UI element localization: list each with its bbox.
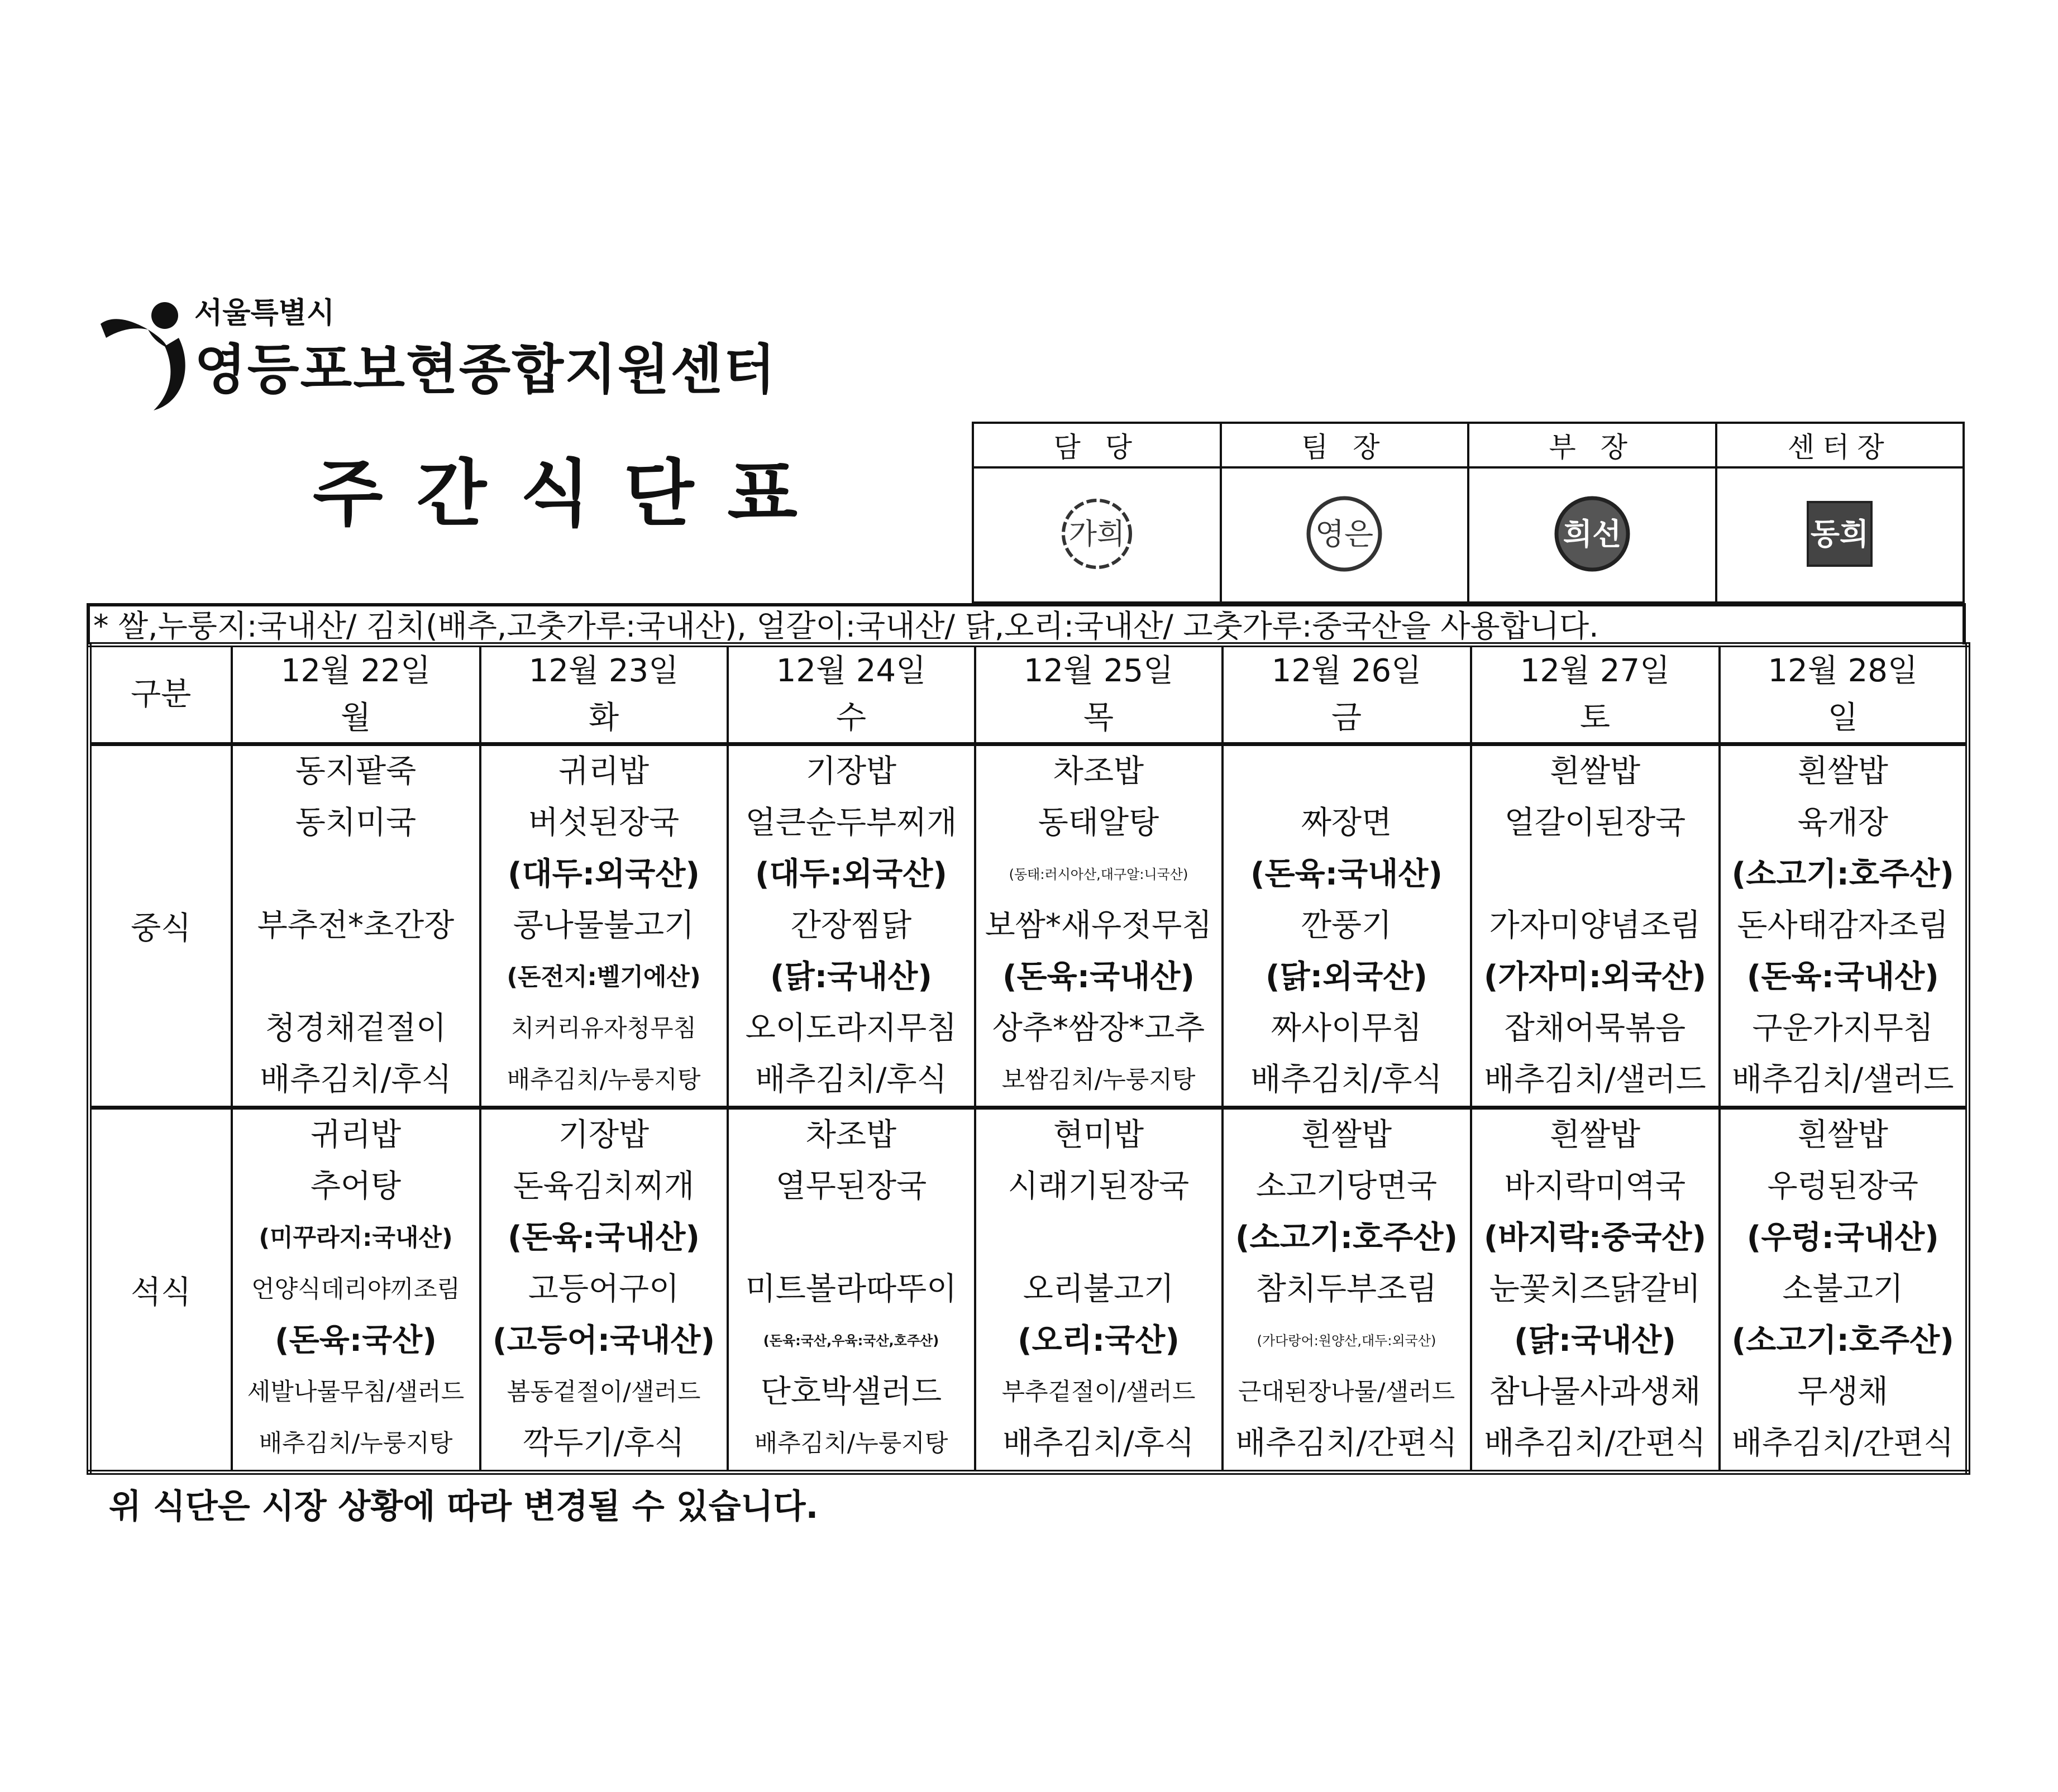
- menu-item: 미트볼라따뚜이: [745, 1271, 957, 1307]
- dinner-row: [89, 1108, 1968, 1473]
- day-header: [1223, 645, 1471, 744]
- footer-note: 위 식단은 시장 상황에 따라 변경될 수 있습니다.: [109, 1487, 819, 1526]
- origin-notice: * 쌀,누룽지:국내산/ 김치(배추,고춧가루:국내산), 얼갈이:국내산/ 닭,오리:국내산/ 고춧가루:중국산을 사용합니다.: [87, 603, 1966, 644]
- menu-item: [233, 849, 479, 900]
- menu-item: (바지락:중국산): [1483, 1220, 1707, 1256]
- menu-item: (가자미:외국산): [1483, 959, 1707, 995]
- menu-item: 배추김치/후식: [1002, 1425, 1195, 1461]
- lunch-menu-cell: [728, 744, 975, 1108]
- menu-item: 배추김치/간편식: [1731, 1425, 1954, 1461]
- menu-item: 배추김치/샐러드: [1484, 1062, 1706, 1098]
- lunch-row: [89, 744, 1968, 1108]
- day-weekday: 토: [1579, 700, 1611, 736]
- org-name: 영등포보현종합지원센터: [194, 338, 777, 401]
- menu-item: 눈꽃치즈닭갈비: [1489, 1271, 1701, 1307]
- dinner-menu-cell: [1223, 1108, 1471, 1473]
- weekly-menu-table: [87, 642, 1970, 1475]
- menu-item: (돈육:국내산): [507, 1220, 700, 1256]
- menu-item: 동치미국: [295, 805, 417, 841]
- seal-cell-staff: [973, 467, 1221, 603]
- menu-item: 소불고기: [1782, 1271, 1903, 1307]
- menu-item: 기장밥: [805, 753, 897, 790]
- menu-item: 귀리밥: [558, 753, 650, 790]
- seal-text-manager: 희선: [1563, 517, 1621, 552]
- dinner-label: 석식: [89, 1108, 232, 1473]
- menu-item: (돈육:국내산): [1746, 959, 1939, 995]
- lunch-label: 중식: [89, 744, 232, 1108]
- menu-item: 돈육김치찌개: [513, 1168, 695, 1205]
- seal-stamp-icon: [1302, 492, 1386, 576]
- day-weekday: 화: [588, 700, 619, 736]
- menu-item: 짜사이무침: [1271, 1010, 1422, 1046]
- lunch-menu-cell: [1471, 744, 1720, 1108]
- approval-role-team-lead: 팀 장: [1221, 423, 1469, 467]
- menu-item: 무생채: [1797, 1374, 1888, 1410]
- menu-item: 부추겉절이/샐러드: [1001, 1378, 1196, 1406]
- day-date: 12월 28일: [1768, 653, 1918, 689]
- menu-item: (소고기:호주산): [1235, 1220, 1458, 1256]
- menu-item: 부추전*초간장: [257, 907, 455, 944]
- menu-item: 콩나물불고기: [513, 907, 695, 944]
- menu-item: 오리불고기: [1023, 1271, 1174, 1307]
- menu-item: 상추*쌈장*고추: [992, 1010, 1205, 1046]
- menu-item: 동지팥죽: [295, 753, 417, 790]
- day-weekday: 금: [1331, 700, 1362, 736]
- day-header: [232, 645, 480, 744]
- lunch-menu-cell: [1720, 744, 1968, 1108]
- day-header: [728, 645, 975, 744]
- menu-item: 보쌈김치/누룽지탕: [1001, 1066, 1196, 1094]
- day-date: 12월 22일: [280, 653, 431, 689]
- menu-item: [729, 1212, 974, 1264]
- menu-item: (미꾸라지:국내산): [259, 1224, 453, 1252]
- day-weekday: 일: [1827, 700, 1858, 736]
- menu-item: 바지락미역국: [1504, 1168, 1686, 1205]
- menu-item: 근대된장나물/샐러드: [1238, 1378, 1455, 1406]
- menu-item: 치커리유자청무침: [510, 1015, 697, 1043]
- menu-item: 배추김치/누룽지탕: [259, 1430, 453, 1458]
- menu-item: (우렁:국내산): [1746, 1220, 1939, 1256]
- day-date: 12월 25일: [1023, 653, 1174, 689]
- menu-item: 배추김치/누룽지탕: [754, 1430, 948, 1458]
- menu-item: 참치두부조림: [1255, 1271, 1438, 1307]
- approval-role-staff: 담 당: [973, 423, 1221, 467]
- seal-cell-director: [1716, 467, 1964, 603]
- menu-item: 배추김치/간편식: [1235, 1425, 1458, 1461]
- menu-item: 동태알탕: [1038, 805, 1159, 841]
- dinner-menu-cell: [975, 1108, 1223, 1473]
- dinner-menu-cell: [1471, 1108, 1720, 1473]
- menu-item: (고등어:국내산): [492, 1322, 715, 1359]
- menu-item: (대두:외국산): [507, 856, 700, 892]
- dinner-menu-cell: [232, 1108, 480, 1473]
- day-weekday: 목: [1083, 700, 1114, 736]
- menu-item: 배추김치/샐러드: [1731, 1062, 1954, 1098]
- menu-item: [233, 952, 479, 1003]
- menu-item: (돈육:국산): [275, 1322, 437, 1359]
- day-date: 12월 23일: [528, 653, 679, 689]
- menu-item: 오이도라지무침: [745, 1010, 957, 1046]
- menu-item: [1224, 746, 1470, 797]
- menu-item: 귀리밥: [310, 1117, 402, 1153]
- seal-cell-manager: [1468, 467, 1716, 603]
- dinner-menu-cell: [728, 1108, 975, 1473]
- lunch-menu-cell: [1223, 744, 1471, 1108]
- date-header-row: [89, 645, 1968, 744]
- menu-item: 봄동겉절이/샐러드: [507, 1378, 701, 1406]
- menu-item: 짜장면: [1301, 805, 1392, 841]
- approval-role-manager: 부 장: [1468, 423, 1716, 467]
- menu-item: 흰쌀밥: [1797, 1117, 1888, 1153]
- menu-item: (돈육:국내산): [1002, 959, 1195, 995]
- lunch-menu-cell: [975, 744, 1223, 1108]
- menu-item: (돈전지:벨기에산): [507, 963, 701, 991]
- menu-item: 흰쌀밥: [1797, 753, 1888, 790]
- dinner-menu-cell: [1720, 1108, 1968, 1473]
- menu-item: (소고기:호주산): [1731, 1322, 1954, 1359]
- menu-item: 깍두기/후식: [523, 1425, 685, 1461]
- menu-item: 깐풍기: [1301, 907, 1392, 944]
- day-date: 12월 26일: [1271, 653, 1422, 689]
- menu-item: (닭:국내산): [770, 959, 932, 995]
- seal-text-team-lead: 영은: [1315, 517, 1374, 552]
- menu-item: 현미밥: [1053, 1117, 1144, 1153]
- day-header: [1471, 645, 1720, 744]
- lunch-menu-cell: [232, 744, 480, 1108]
- dinner-menu-cell: [480, 1108, 728, 1473]
- menu-item: 우렁된장국: [1767, 1168, 1918, 1205]
- menu-item: (소고기:호주산): [1731, 856, 1954, 892]
- menu-item: 돈사태감자조림: [1737, 907, 1949, 944]
- menu-item: 잡채어묵볶음: [1504, 1010, 1686, 1046]
- menu-item: 시래기된장국: [1007, 1168, 1190, 1205]
- menu-item: 구운가지무침: [1752, 1010, 1934, 1046]
- menu-item: 흰쌀밥: [1549, 753, 1641, 790]
- menu-item: 흰쌀밥: [1549, 1117, 1641, 1153]
- menu-item: 얼갈이된장국: [1504, 805, 1686, 841]
- menu-item: 고등어구이: [528, 1271, 680, 1307]
- menu-item: 기장밥: [558, 1117, 650, 1153]
- seal-text-staff: 가희: [1068, 518, 1125, 551]
- menu-item: 흰쌀밥: [1301, 1117, 1392, 1153]
- menu-item: (오리:국산): [1018, 1322, 1180, 1359]
- day-weekday: 월: [340, 700, 371, 736]
- menu-item: 배추김치/후식: [1250, 1062, 1443, 1098]
- corner-label: 구분: [89, 645, 232, 744]
- seal-text-director: 동희: [1811, 517, 1869, 552]
- day-weekday: 수: [835, 700, 867, 736]
- menu-item: 차조밥: [805, 1117, 897, 1153]
- approval-box: [972, 422, 1965, 604]
- lunch-menu-cell: [480, 744, 728, 1108]
- day-date: 12월 27일: [1520, 653, 1670, 689]
- menu-item: 배추김치/후식: [260, 1062, 452, 1098]
- menu-item: (대두:외국산): [755, 856, 948, 892]
- approval-role-director: 센터장: [1716, 423, 1964, 467]
- menu-item: 얼큰순두부찌개: [745, 805, 957, 841]
- menu-item: [1472, 849, 1718, 900]
- menu-item: 언양식데리야끼조림: [251, 1275, 460, 1303]
- day-header: [1720, 645, 1968, 744]
- menu-item: (가다랑어:원양산,대두:외국산): [1257, 1333, 1436, 1349]
- menu-item: [976, 1212, 1221, 1264]
- menu-item: 버섯된장국: [528, 805, 680, 841]
- day-header: [480, 645, 728, 744]
- menu-item: 열무된장국: [775, 1168, 927, 1205]
- menu-item: 차조밥: [1053, 753, 1144, 790]
- menu-item: 간장찜닭: [790, 907, 912, 944]
- day-header: [975, 645, 1223, 744]
- menu-item: 배추김치/간편식: [1484, 1425, 1706, 1461]
- menu-item: (동태:러시아산,대구알:니국산): [1009, 867, 1188, 882]
- center-logo: [95, 282, 207, 416]
- menu-item: 육개장: [1797, 805, 1888, 841]
- menu-item: 배추김치/누룽지탕: [507, 1066, 701, 1094]
- menu-item: (닭:외국산): [1266, 959, 1427, 995]
- menu-item: 청경채겉절이: [265, 1010, 447, 1046]
- menu-item: 세발나물무침/샐러드: [247, 1378, 465, 1406]
- menu-item: 참나물사과생채: [1489, 1374, 1701, 1410]
- day-date: 12월 24일: [776, 653, 927, 689]
- menu-item: (닭:국내산): [1514, 1322, 1676, 1359]
- seal-stamp-icon: [1798, 492, 1882, 576]
- seal-cell-team-lead: [1221, 467, 1469, 603]
- seal-stamp-icon: [1058, 495, 1136, 573]
- menu-item: 배추김치/후식: [755, 1062, 947, 1098]
- seal-stamp-icon: [1550, 492, 1634, 576]
- menu-item: 단호박샐러드: [760, 1374, 942, 1410]
- menu-item: 추어탕: [310, 1168, 402, 1205]
- menu-item: 소고기당면국: [1255, 1168, 1438, 1205]
- menu-item: 보쌈*새우젓무침: [985, 907, 1212, 944]
- menu-item: (돈육:국내산): [1250, 856, 1443, 892]
- org-city-name: 서울특별시: [194, 297, 335, 330]
- menu-item: 가자미양념조림: [1489, 907, 1701, 944]
- page-title: 주간식단표: [313, 451, 831, 536]
- menu-item: (돈육:국산,우육:국산,호주산): [763, 1333, 939, 1349]
